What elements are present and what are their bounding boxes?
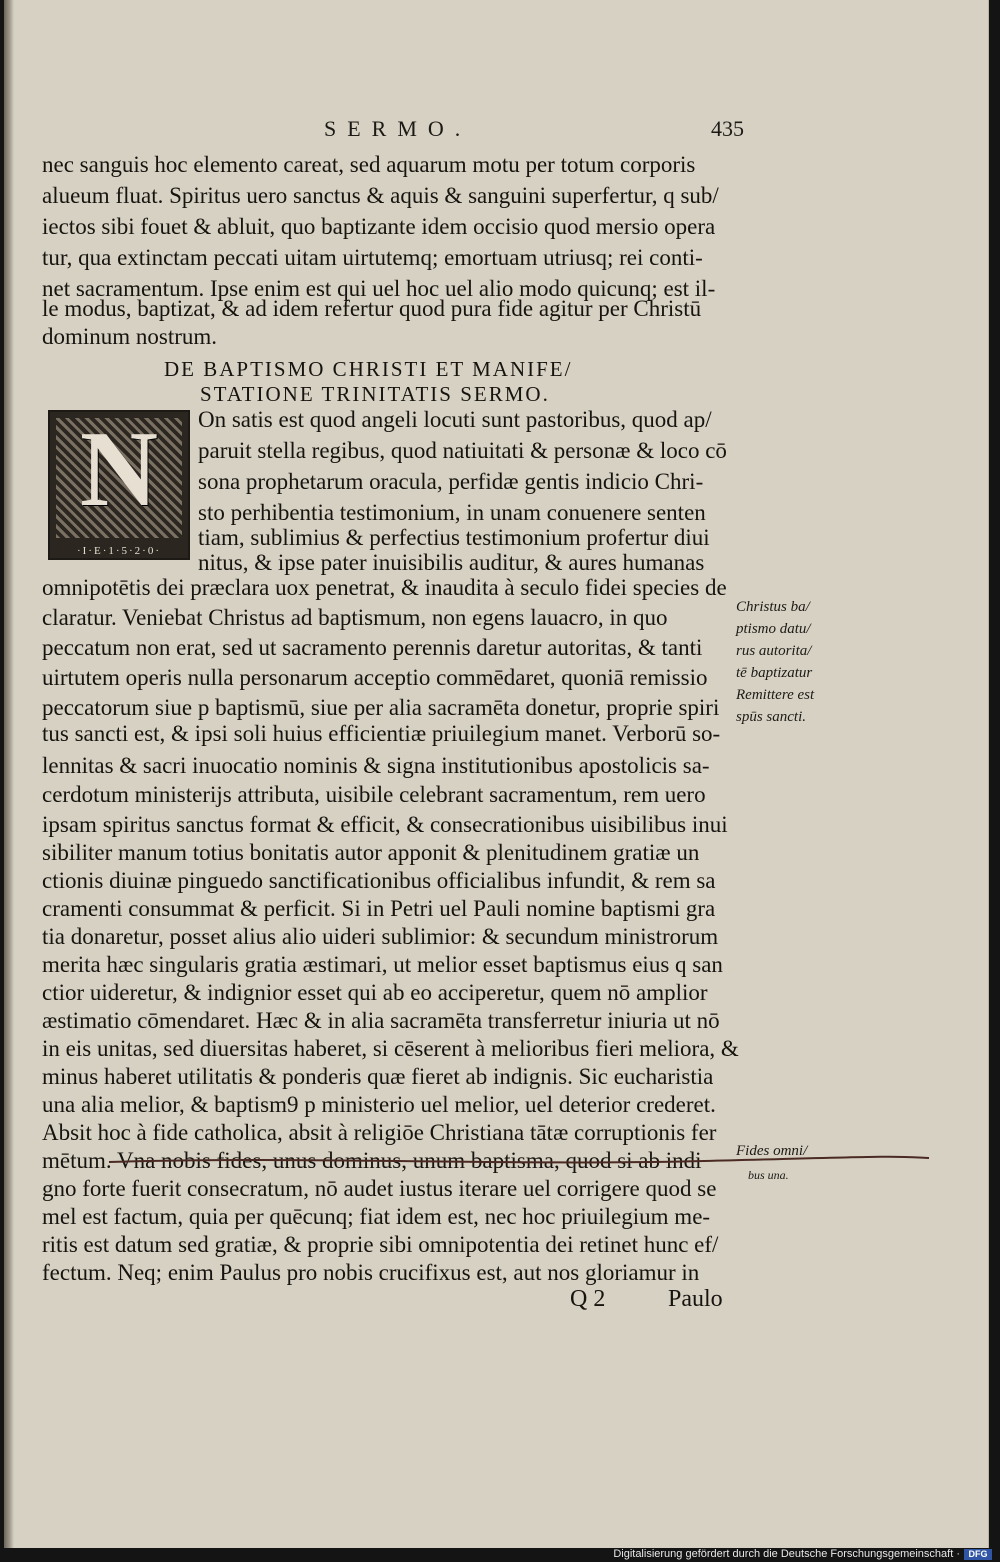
- text-line: peccatorum siue p baptismū, siue per alia sacramēta donetur, proprie spiri: [42, 695, 720, 720]
- text-line: una alia melior, & baptism9 p ministerio uel melior, uel deterior crederet.: [42, 1092, 716, 1117]
- text-line: alueum fluat. Spiritus uero sanctus & aquis & sanguini superfertur, q sub/: [42, 183, 719, 208]
- text-line: paruit stella regibus, quod natiuitati & personæ & loco cō: [198, 438, 727, 463]
- margin-note-line: bus una.: [748, 1168, 789, 1182]
- text-line: minus haberet utilitatis & ponderis quæ fieret ab indignis. Sic eucharistia: [42, 1064, 714, 1089]
- text-line: fectum. Neq; enim Paulus pro nobis crucifixus est, aut nos gloriamur in: [42, 1260, 700, 1285]
- text-line: tur, qua extinctam peccati uitam uirtutemq; emortuam utriusq; rei conti-: [42, 245, 703, 270]
- text-line: cerdotum ministerijs attributa, uisibile celebrant sacramentum, rem uero: [42, 782, 706, 807]
- footer-bar: [0, 1548, 1000, 1562]
- margin-note-line: ptismo datu/: [736, 621, 811, 637]
- text-line: tus sancti est, & ipsi soli huius efficientiæ priuilegium manet. Verborū so-: [42, 721, 721, 746]
- text-line: On satis est quod angeli locuti sunt pastoribus, quod ap/: [198, 407, 712, 432]
- page-header: [324, 116, 744, 146]
- text-line: uirtutem operis nulla personarum acceptio commēdaret, quoniā remissio: [42, 665, 708, 690]
- text-line: nec sanguis hoc elemento careat, sed aquarum motu per totum corporis: [42, 152, 696, 177]
- text-line: mētum. Vna nobis fides, unus dominus, unum baptisma, quod si ab indi: [42, 1148, 702, 1173]
- text-line: iectos sibi fouet & abluit, quo baptizante idem occisio quod mersio opera: [42, 214, 716, 239]
- book-page: [4, 0, 989, 1548]
- text-line: ipsam spiritus sanctus format & efficit, & consecrationibus uisibilibus inui: [42, 812, 728, 837]
- text-line: nitus, & ipse pater inuisibilis auditur, & aures humanas: [198, 550, 705, 575]
- text-line: net sacramentum. Ipse enim est qui uel hoc uel alio modo quicunq; est il-: [42, 276, 716, 301]
- text-line: mel est factum, quia per quēcunq; fiat idem est, nec hoc priuilegium me-: [42, 1204, 711, 1229]
- section-heading-line: STATIONE TRINITATIS SERMO.: [200, 382, 550, 406]
- text-line: sona prophetarum oracula, perfidæ gentis indicio Chri-: [198, 469, 704, 494]
- margin-note-line: spūs sancti.: [736, 709, 807, 725]
- text-line: lennitas & sacri inuocatio nominis & signa institutionibus apostolicis sa-: [42, 753, 710, 778]
- page-gutter-shadow: [4, 0, 14, 1548]
- text-line: omnipotētis dei præclara uox penetrat, & inaudita à seculo fidei species de: [42, 575, 727, 600]
- margin-note-line: Christus ba/: [736, 599, 810, 615]
- text-line: ctior uideretur, & indignior esset qui ab eo acciperetur, quem nō amplior: [42, 980, 708, 1005]
- signature-mark: Q 2: [570, 1286, 606, 1312]
- dfg-logo: DFG: [964, 1549, 992, 1560]
- text-line: ritis est datum sed gratiæ, & proprie sibi omnipotentia dei retinet hunc ef/: [42, 1232, 719, 1257]
- ink-underline-mark: [104, 1152, 934, 1174]
- text-line: claratur. Veniebat Christus ad baptismum, non egens lauacro, in quo: [42, 605, 668, 630]
- text-line: Absit hoc à fide catholica, absit à religiōe Christiana tātæ corruptionis fer: [42, 1120, 717, 1145]
- margin-note-line: tē baptizatur: [736, 665, 813, 681]
- text-line: tia donaretur, posset alius alio uideri sublimior: & secundum ministrorum: [42, 924, 719, 949]
- text-line: merita hæc singularis gratia æstimari, ut melior esset baptismus eius q san: [42, 952, 723, 977]
- text-line: gno forte fuerit consecratum, nō audet iustus iterare uel corrigere quod se: [42, 1176, 717, 1201]
- margin-note-line: Fides omni/: [736, 1143, 808, 1159]
- folio-number: 435: [711, 116, 744, 141]
- text-line: in eis unitas, sed diuersitas haberet, si cēserent à melioribus fieri meliora, &: [42, 1036, 739, 1061]
- decorated-initial: [48, 410, 190, 560]
- text-line: tiam, sublimius & perfectius testimonium profertur diui: [198, 525, 710, 550]
- margin-note-line: Remittere est: [736, 687, 815, 703]
- footer-credit: Digitalisierung gefördert durch die Deutsche Forschungsgemeinschaft ·: [613, 1548, 960, 1560]
- catchword: Paulo: [668, 1286, 723, 1312]
- text-line: sto perhibentia testimonium, in unam conuenere senten: [198, 500, 706, 525]
- text-line: peccatum non erat, sed ut sacramento perennis daretur autoritas, & tanti: [42, 635, 703, 660]
- text-line: cramenti consummat & perficit. Si in Petri uel Pauli nomine baptismi gra: [42, 896, 716, 921]
- margin-note-line: rus autorita/: [736, 643, 812, 659]
- section-heading-line: DE BAPTISMO CHRISTI ET MANIFE/: [164, 357, 573, 381]
- text-line: ctionis diuinæ pinguedo sanctificationibus officialibus infundit, & rem sa: [42, 868, 716, 893]
- initial-date: ·I·E·1·5·2·0·: [76, 545, 162, 557]
- text-line: dominum nostrum.: [42, 324, 218, 349]
- running-head: SERMO.: [324, 116, 472, 141]
- text-line: le modus, baptizat, & ad idem refertur quod pura fide agitur per Christū: [42, 296, 702, 321]
- initial-letter: N: [80, 410, 158, 529]
- text-line: æstimatio cōmendaret. Hæc & in alia sacramēta transferretur iniuria ut nō: [42, 1008, 720, 1033]
- text-line: sibiliter manum totius bonitatis autor apponit & plenitudinem gratiæ un: [42, 840, 700, 865]
